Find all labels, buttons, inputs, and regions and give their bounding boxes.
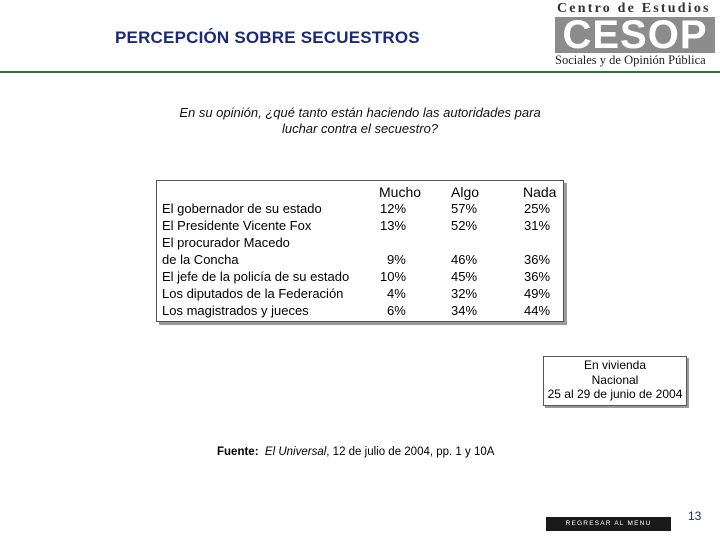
question-line-1: En su opinión, ¿qué tanto están haciendo las autoridades para <box>179 105 541 120</box>
cell-jefe-policia-algo: 45% <box>451 269 478 284</box>
cell-magistrados-mucho: 6% <box>387 303 406 318</box>
cell-jefe-policia-nada: 36% <box>524 269 551 284</box>
row-label-diputados: Los diputados de la Federación <box>162 286 344 301</box>
survey-note-line-1: En vivienda <box>583 358 647 372</box>
page-number: 13 <box>688 509 702 523</box>
cell-procurador-mucho: 9% <box>387 252 406 267</box>
logo-mark-text: CESOP <box>562 13 708 57</box>
cell-procurador-nada: 36% <box>524 252 551 267</box>
row-label-presidente: El Presidente Vicente Fox <box>162 218 312 233</box>
cell-diputados-nada: 49% <box>524 286 551 301</box>
survey-note-line-3: 25 al 29 de junio de 2004 <box>547 387 683 401</box>
page-title: PERCEPCIÓN SOBRE SECUESTROS <box>115 28 420 47</box>
logo-top-text: Centro de Estudios <box>557 1 711 16</box>
results-table <box>156 180 564 322</box>
cell-jefe-policia-mucho: 10% <box>380 269 407 284</box>
logo-bottom-text: Sociales y de Opinión Pública <box>555 53 706 67</box>
cell-gobernador-algo: 57% <box>451 201 478 216</box>
cell-magistrados-nada: 44% <box>524 303 551 318</box>
question-line-2: luchar contra el secuestro? <box>281 121 439 136</box>
cell-presidente-mucho: 13% <box>380 218 407 233</box>
logo-mark <box>555 13 715 57</box>
survey-question <box>120 105 600 137</box>
row-label-jefe-policia: El jefe de la policía de su estado <box>162 269 350 284</box>
cell-diputados-mucho: 4% <box>387 286 406 301</box>
survey-note-line-2: Nacional <box>591 372 639 387</box>
cell-gobernador-mucho: 12% <box>380 201 407 216</box>
row-label-procurador-cont: de la Concha <box>162 252 239 267</box>
cell-presidente-algo: 52% <box>451 218 478 233</box>
source-publication: El Universal <box>264 446 327 458</box>
header-divider <box>0 71 720 73</box>
column-header-algo: Algo <box>451 184 480 200</box>
cell-magistrados-algo: 34% <box>451 303 478 318</box>
row-label-magistrados: Los magistrados y jueces <box>162 303 309 318</box>
back-to-main-menu-button[interactable]: REGRESAR AL MENU PRINCIPAL <box>546 517 671 531</box>
survey-method-note <box>543 356 687 406</box>
cell-procurador-algo: 46% <box>451 252 478 267</box>
cell-gobernador-nada: 25% <box>524 201 551 216</box>
column-header-nada: Nada <box>523 184 557 200</box>
source-note <box>217 446 494 458</box>
cesop-logo <box>551 0 720 70</box>
column-header-mucho: Mucho <box>379 184 422 200</box>
cell-presidente-nada: 31% <box>524 218 551 233</box>
row-label-gobernador: El gobernador de su estado <box>162 201 322 216</box>
source-details: , 12 de julio de 2004, pp. 1 y 10A <box>326 446 495 458</box>
cell-diputados-algo: 32% <box>451 286 478 301</box>
row-label-procurador: El procurador Macedo <box>162 235 290 250</box>
source-label: Fuente: <box>217 446 259 458</box>
